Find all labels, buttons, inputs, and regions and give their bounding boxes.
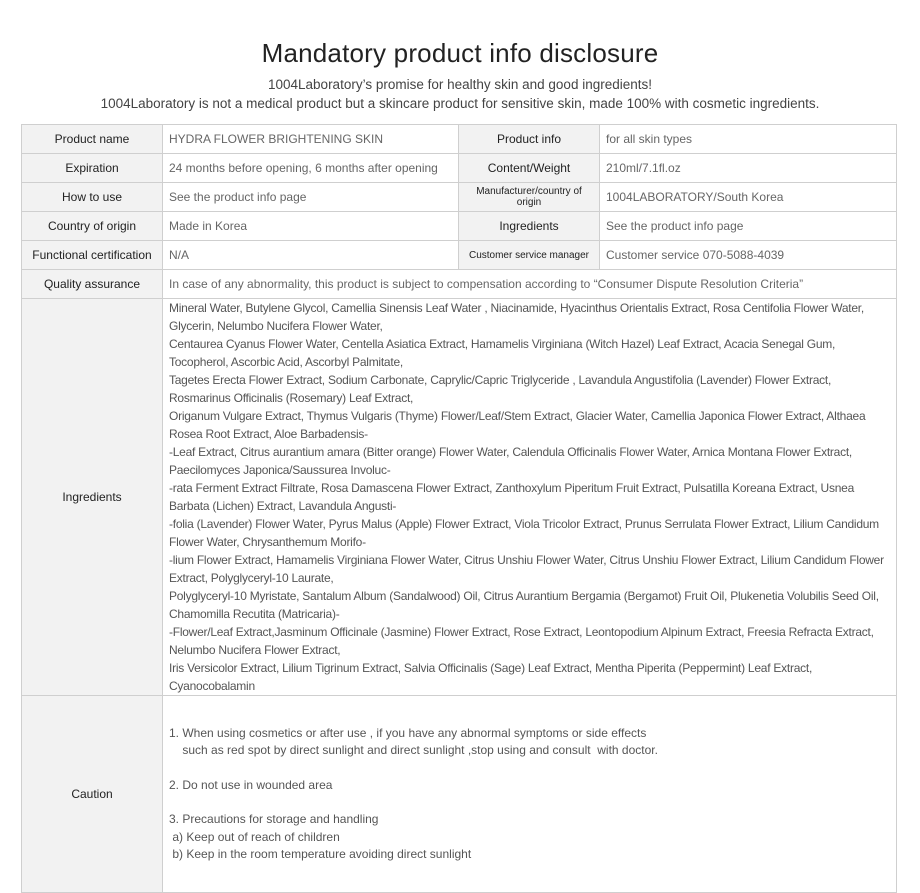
ingredients-line: Origanum Vulgare Extract, Thymus Vulgaris (Thyme) Flower/Leaf/Stem Extract, Glacier Water, Camellia Japonica Flower Extract, Althaea Rosea Root Extract, Aloe Barbadensis- [169,409,866,441]
content-weight-label: Content/Weight [459,154,600,183]
page-header [0,0,920,113]
country-of-origin-value: Made in Korea [163,212,459,241]
ingredients-line: -lium Flower Extract, Hamamelis Virginiana Flower Water, Citrus Unshiu Flower Water, Citrus Unshiu Flower Extract, Lilium Candidum Flower Extract, Polyglyceryl-10 Laurate, [169,553,884,585]
product-name-value: HYDRA FLOWER BRIGHTENING SKIN [163,125,459,154]
ingredients-short-value: See the product info page [600,212,897,241]
subtitle-description: 1004Laboratory is not a medical product but a skincare product for sensitive skin, made 100% with cosmetic ingredients. [100,96,820,111]
ingredients-short-label: Ingredients [459,212,600,241]
how-to-use-label: How to use [22,183,163,212]
customer-service-value: Customer service 070-5088-4039 [600,241,897,270]
product-name-label: Product name [22,125,163,154]
customer-service-label: Customer service manager [459,241,600,270]
caution-label: Caution [22,696,163,893]
caution-item-3a: a) Keep out of reach of children [169,829,340,844]
table-row [22,183,897,212]
quality-assurance-label: Quality assurance [22,270,163,299]
page-title: Mandatory product info disclosure [261,38,659,68]
expiration-label: Expiration [22,154,163,183]
product-info-label: Product info [459,125,600,154]
table-row [22,270,897,299]
caution-item-2: 2. Do not use in wounded area [169,777,333,792]
table-row [22,154,897,183]
ingredients-line: Iris Versicolor Extract, Lilium Tigrinum Extract, Salvia Officinalis (Sage) Leaf Extract, Mentha Piperita (Peppermint) Leaf Extract, Cyanocobalamin [169,661,813,693]
functional-certification-value: N/A [163,241,459,270]
product-info-table [21,124,897,893]
manufacturer-label: Manufacturer/country of origin [459,183,600,212]
content-weight-value: 210ml/7.1fl.oz [600,154,897,183]
ingredients-label: Ingredients [22,299,163,696]
table-row [22,125,897,154]
caution-item-3: 3. Precautions for storage and handling [169,812,379,826]
country-of-origin-label: Country of origin [22,212,163,241]
functional-certification-label: Functional certification [22,241,163,270]
expiration-value: 24 months before opening, 6 months after opening [163,154,459,183]
table-row [22,241,897,270]
ingredients-line: -folia (Lavender) Flower Water, Pyrus Malus (Apple) Flower Extract, Viola Tricolor Extract, Prunus Serrulata Flower Extract, Lilium Candidum Flower Water, Chrysanthemum Morifo- [169,517,879,549]
ingredients-list [163,299,897,696]
table-row [22,696,897,893]
product-info-value: for all skin types [600,125,897,154]
caution-item-1-cont: such as red spot by direct sunlight and direct sunlight ,stop using and consult with doctor. [169,743,658,757]
ingredients-line: Mineral Water, Butylene Glycol, Camellia Sinensis Leaf Water , Niacinamide, Hyacinthus Orientalis Extract, Rosa Centifolia Flower Water, Glycerin, Nelumbo Nucifera Flower Water, [169,301,864,333]
caution-list [163,696,897,893]
ingredients-line: -Leaf Extract, Citrus aurantium amara (Bitter orange) Flower Water, Calendula Officinalis Flower Water, Arnica Montana Flower Extract, Paecilomyces Japonica/Saussurea Involuc- [169,445,852,477]
ingredients-line: Tagetes Erecta Flower Extract, Sodium Carbonate, Caprylic/Capric Triglyceride , Lavandula Angustifolia (Lavender) Flower Extract, Rosmarinus Officinalis (Rosemary) Leaf Extract, [169,373,832,405]
how-to-use-value: See the product info page [163,183,459,212]
caution-item-1: 1. When using cosmetics or after use , if you have any abnormal symptoms or side effects [169,725,647,740]
subtitle-promise: 1004Laboratory’s promise for healthy skin and good ingredients! [268,77,652,92]
caution-item-3b: b) Keep in the room temperature avoiding direct sunlight [169,847,472,861]
table-row [22,299,897,696]
ingredients-line: -rata Ferment Extract Filtrate, Rosa Damascena Flower Extract, Zanthoxylum Piperitum Fruit Extract, Pulsatilla Koreana Extract, Usnea Barbata (Lichen) Extract, Lavandula Angusti- [169,481,854,513]
table-row [22,212,897,241]
ingredients-line: -Flower/Leaf Extract,Jasminum Officinale (Jasmine) Flower Extract, Rose Extract, Leontopodium Alpinum Extract, Freesia Refracta Extract, Nelumbo Nucifera Flower Extract, [169,625,874,657]
ingredients-line: Centaurea Cyanus Flower Water, Centella Asiatica Extract, Hamamelis Virginiana (Witch Hazel) Leaf Extract, Acacia Senegal Gum, Tocopherol, Ascorbic Acid, Ascorbyl Palmitate, [169,337,836,369]
ingredients-line: Polyglyceryl-10 Myristate, Santalum Album (Sandalwood) Oil, Citrus Aurantium Bergamia (Bergamot) Fruit Oil, Plukenetia Volubilis Seed Oil, Chamomilla Recutita (Matricaria)- [169,589,879,621]
quality-assurance-value: In case of any abnormality, this product is subject to compensation according to “Consumer Dispute Resolution Criteria” [163,270,897,299]
manufacturer-value: 1004LABORATORY/South Korea [600,183,897,212]
